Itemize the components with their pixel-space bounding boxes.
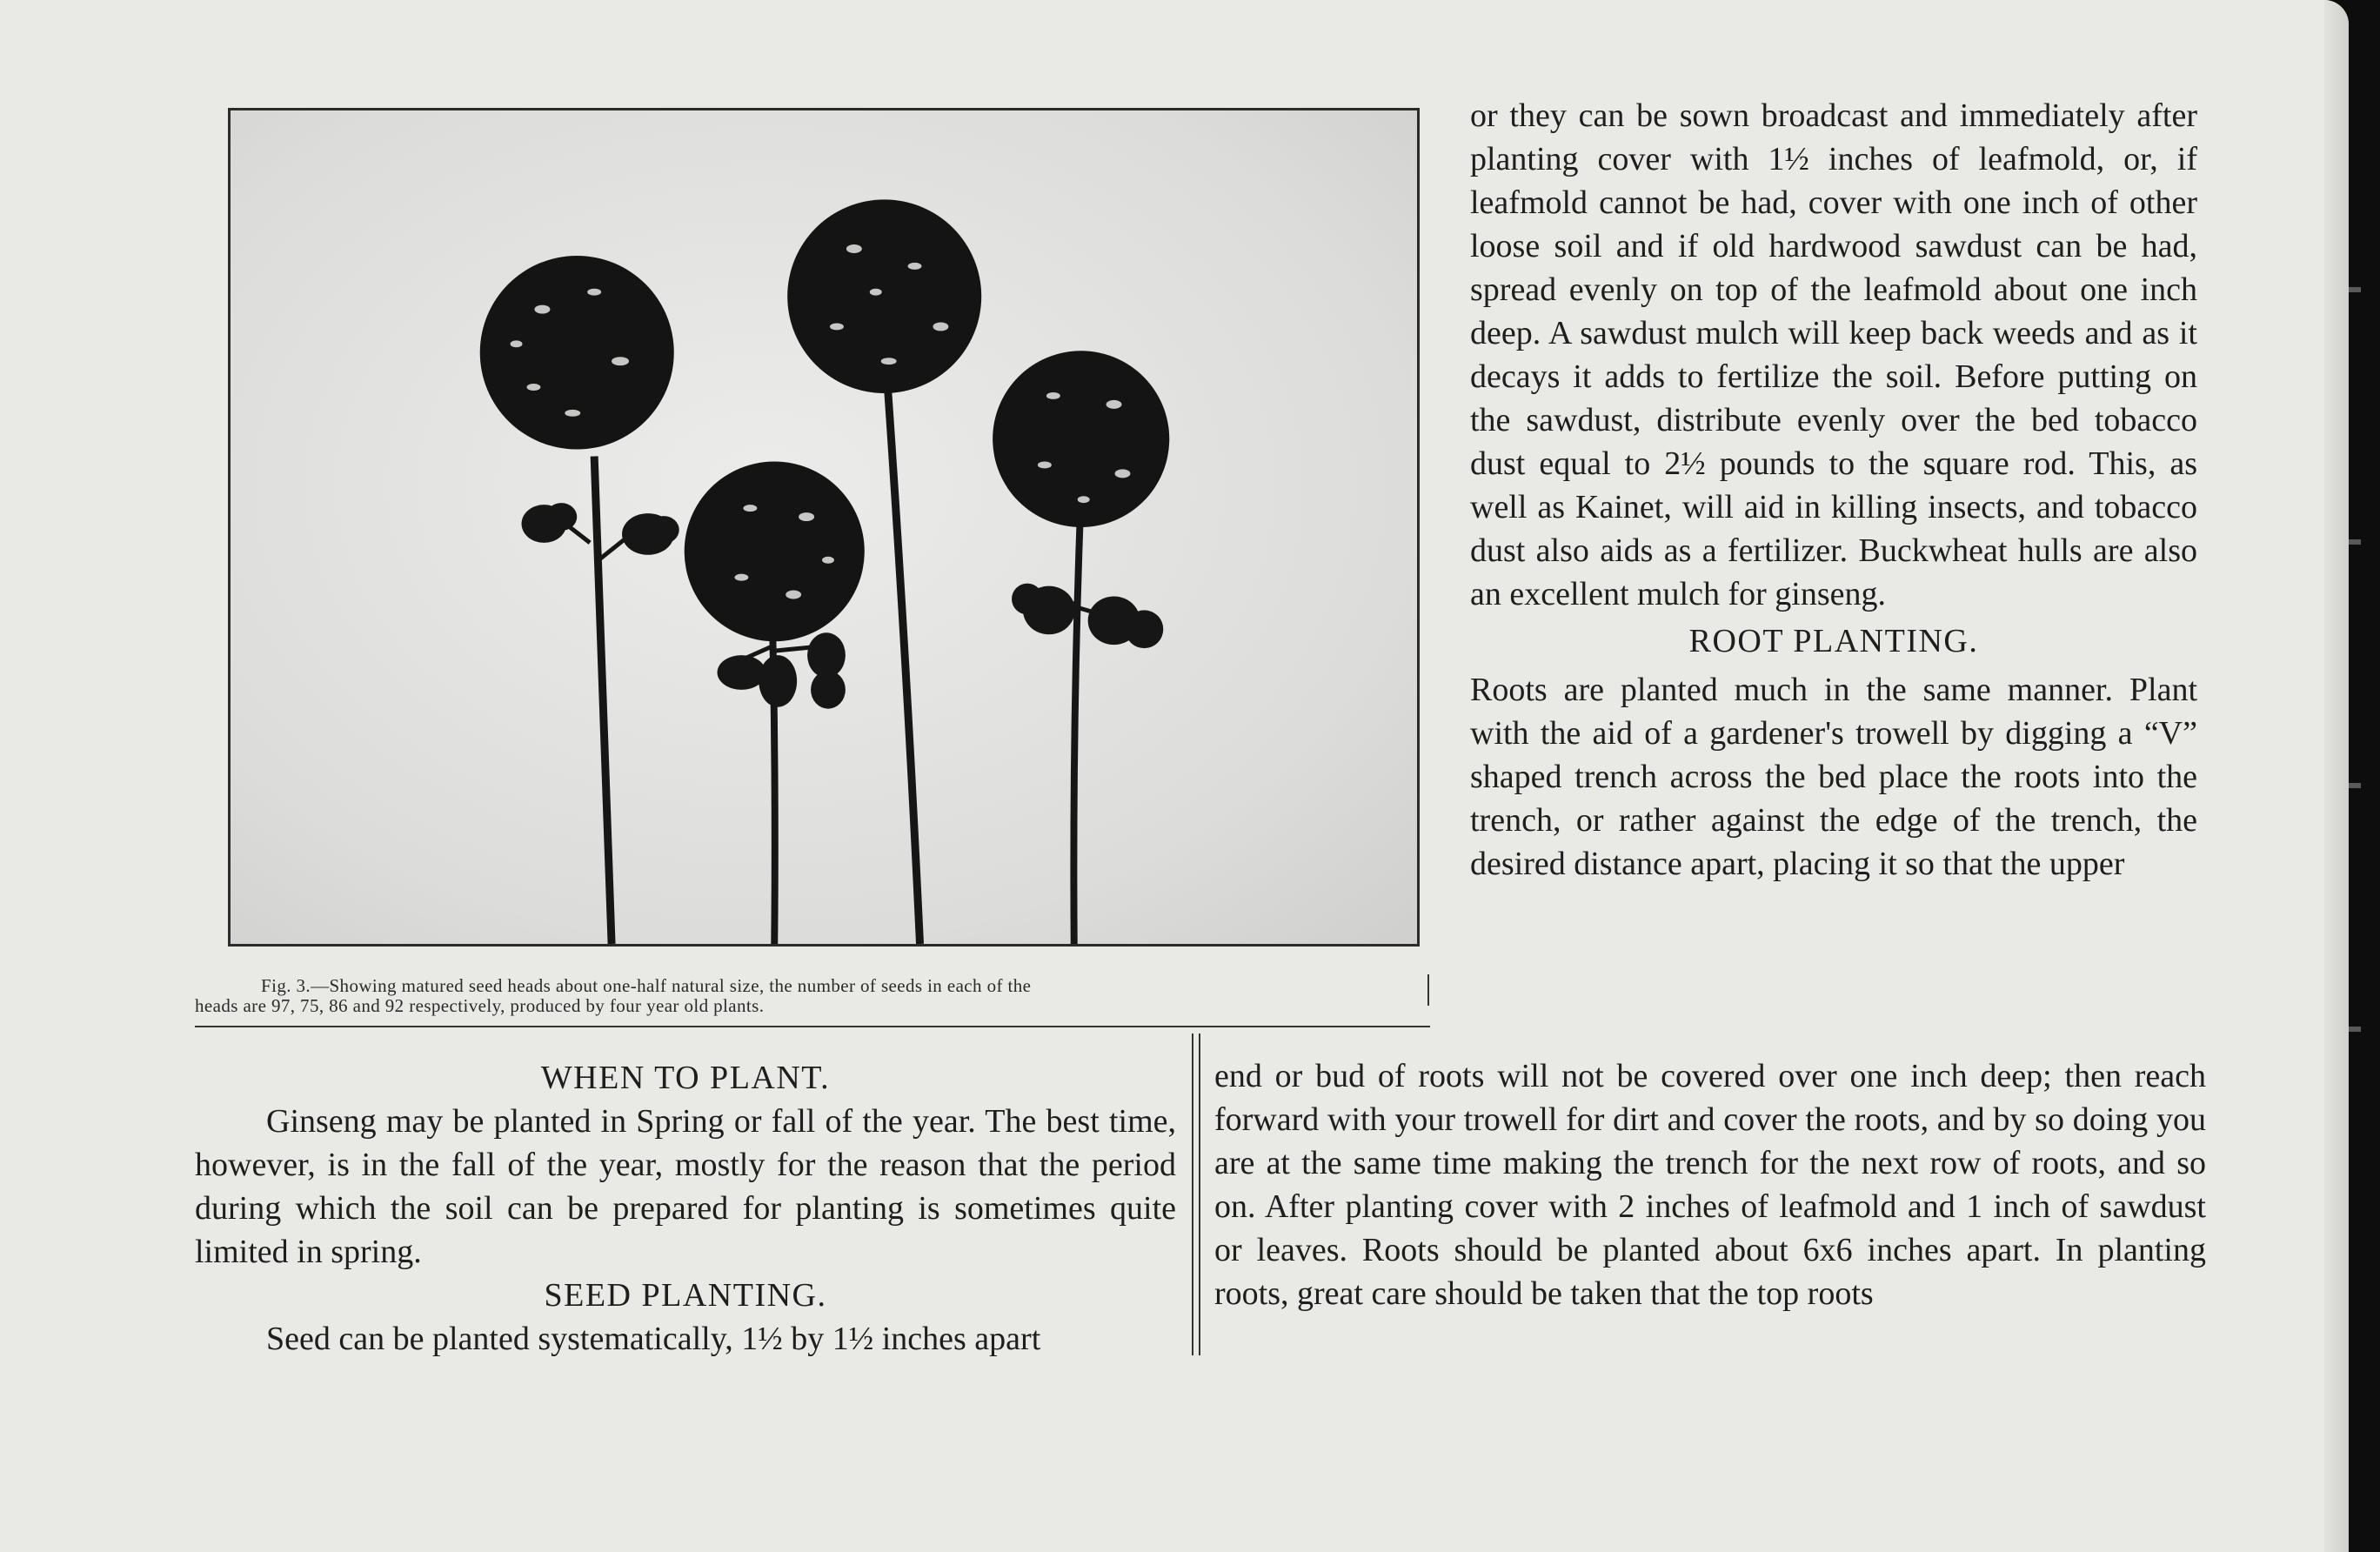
binding-stitch (2349, 287, 2361, 292)
book-binding (2349, 0, 2380, 1552)
right-column-top (1470, 94, 2197, 886)
sowing-paragraph: or they can be sown broadcast and immediately after planting cover with 1½ inches of leafmold, or, if leafmold cannot be had, cover with one inch of other loose soil and if old hardwood sawdust can be had, spread evenly on top of the leafmold about one inch deep. A sawdust mulch will keep back weeds and as it decays it adds to fertilize the soil. Before putting on the sawdust, distribute evenly over the bed tobacco dust equal to 2½ pounds to the square rod. This, as well as Kainet, will aid in killing insects, and tobacco dust also aids as a fertilizer. Buckwheat hulls are also an excellent mulch for ginseng. (1470, 97, 2197, 612)
heading-seed-planting: SEED PLANTING. (544, 1277, 827, 1314)
binding-stitch (2349, 539, 2361, 545)
seed-heads-illustration (231, 110, 1417, 944)
root-planting-continued-paragraph: end or bud of roots will not be covered over one inch deep; then reach forward with your trowell for dirt and cover the roots, and by so doing you are at the same time making the trench for the next row of roots, and so on. After planting cover with 2 inches of leafmold and 1 inch of sawdust or leaves. Roots should be planted about 6x6 inches apart. In planting roots, great care should be taken that the top roots (1214, 1058, 2206, 1312)
figure-photo-ginseng-seed-heads (228, 108, 1420, 947)
root-planting-paragraph: Roots are planted much in the same manner. Plant with the aid of a gardener's trowell by digging a “V” shaped trench across the bed place the roots into the trench, or rather against the edge of the trench, the desired distance apart, placing it so that the upper (1470, 672, 2197, 882)
heading-root-planting: ROOT PLANTING. (1688, 623, 1979, 659)
caption-rule-right (1427, 974, 1429, 1006)
page-edge-shadow (2324, 0, 2349, 1552)
binding-stitch (2349, 783, 2361, 788)
right-column-bottom (1214, 1054, 2206, 1315)
binding-stitch (2349, 1027, 2361, 1032)
figure-caption (195, 976, 1430, 1016)
caption-rule-bottom (195, 1026, 1430, 1027)
column-divider (1192, 1034, 1193, 1355)
left-column-bottom (195, 1056, 1176, 1361)
when-to-plant-paragraph: Ginseng may be planted in Spring or fall of the year. The best time, however, is in the fall of the year, mostly for the reason that the period during which the soil can be prepared for planting is sometimes quite limited in spring. (195, 1103, 1176, 1270)
figure-caption-line-1: Fig. 3.—Showing matured seed heads about one-half natural size, the number of seeds in each of the (261, 975, 1032, 996)
heading-when-to-plant: WHEN TO PLANT. (540, 1060, 831, 1096)
figure-caption-line-2: heads are 97, 75, 86 and 92 respectively, produced by four year old plants. (195, 995, 765, 1016)
column-divider (1199, 1034, 1200, 1355)
seed-planting-paragraph: Seed can be planted systematically, 1½ by 1½ inches apart (266, 1321, 1041, 1357)
